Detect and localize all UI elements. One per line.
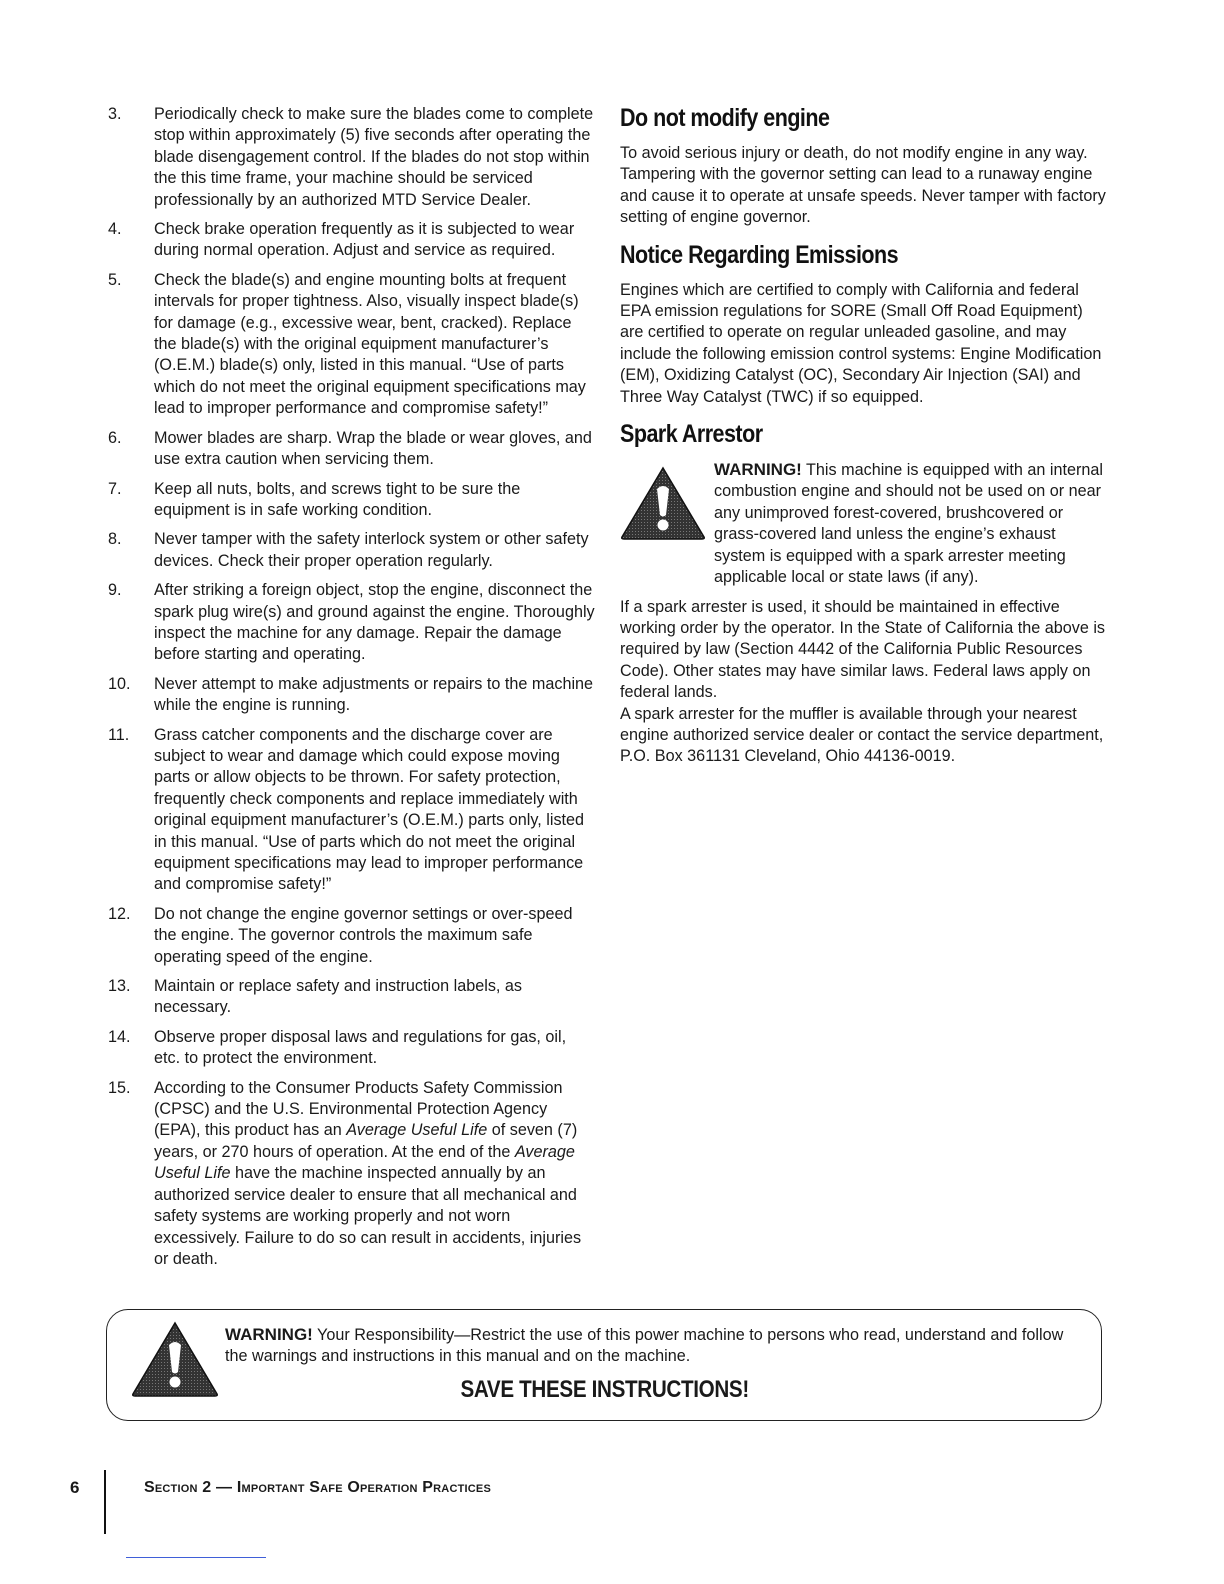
list-item-number: 11. [108,725,130,744]
list-item [104,904,596,968]
emissions-text: Engines which are certified to comply with California and federal EPA emission regulations for SORE (Small Off Road Equipment) are certified to operate on regular unleaded gasoline, and may include the following emission control systems: Engine Modification (EM), Oxidizing Catalyst (OC), Secondary Air Injection (SAI) and Three Way Catalyst (TWC) if so equipped. [620,280,1102,406]
item15-part1: According to the Consumer Products Safety Commission (CPSC) and the U.S. Environmental Protection Agency (EPA), this product has an [154,1078,563,1140]
list-item-number: 4. [108,220,122,239]
item15-part2: of seven (7) years, or 270 hours of operation. At the end of the [154,1121,578,1161]
safety-practices-list [104,104,596,1278]
list-item-number: 7. [108,479,122,498]
item15-part3: have the machine inspected annually by an authorized service dealer to ensure that all mechanical and safety systems are working properly and not worn excessively. Failure to do so can result in accidents, injuries or death. [154,1164,582,1268]
spark-arrester-paragraph-2: A spark arrester for the muffler is available through your nearest engine authorized service dealer or contact the service department, P.O. Box 361131 Cleveland, Ohio 44136-0019. [620,704,1104,766]
list-item [104,725,596,896]
list-item [104,580,596,666]
numbered-list [104,104,596,1070]
list-item-text [154,1078,596,1271]
right-column [620,104,1108,780]
list-item-15 [104,1078,596,1271]
list-item-number: 3. [108,105,122,123]
list-item-number: 14. [108,1027,131,1046]
list-item-text: Keep all nuts, bolts, and screws tight to be sure the equipment is in safe working condition. [154,479,521,519]
heading-do-not-modify-engine: Do not modify engine [620,104,830,132]
list-item-text: Check brake operation frequently as it is subjected to wear during normal operation. Adjust and service as required. [154,220,575,260]
responsibility-warning-box [106,1309,1102,1421]
page-number: 6 [70,1478,80,1497]
list-item-text: Never attempt to make adjustments or repairs to the machine while the engine is running. [154,674,594,715]
spark-warning-label: WARNING! [714,460,802,480]
list-item-text: Check the blade(s) and engine mounting bolts at frequent intervals for proper tightness. Also, visually inspect blade(s) for damage (e.g., excessive wear, bent, cracked). Replace the blade(s) with the original equipment manufacturer’s (O.E.M.) blade(s) only, listed in this manual. “Use of parts which do not meet the original equipment specifications may lead to improper performance and compromise safety!” [154,270,586,418]
list-item-text: Mower blades are sharp. Wrap the blade or wear gloves, and use extra caution when servicing them. [154,428,592,469]
list-item [104,1027,596,1070]
list-item-text: Grass catcher components and the discharge cover are subject to wear and damage which could expose moving parts or allow objects to be thrown. For safety protection, frequently check components and replace immediately with original equipment manufacturer’s (O.E.M.) parts only, listed in this manual. “Use of parts which do not meet the original equipment specifications may lead to improper performance and compromise safety!” [154,725,585,894]
heading-emissions: Notice Regarding Emissions [620,240,899,269]
list-item-number: 13. [108,977,131,996]
footer-section-title: Section 2 — Important Safe Operation Practices [144,1479,491,1496]
list-item-number: 6. [108,428,122,447]
item15-italic1: Average Useful Life [346,1121,488,1140]
list-item [104,219,596,262]
responsibility-warning-body: Your Responsibility—Restrict the use of this power machine to persons who read, understand and follow the warnings and instructions in this manual and on the machine. [225,1326,1064,1366]
save-instructions-text: SAVE THESE INSTRUCTIONS! [460,1376,750,1403]
list-item [104,428,596,471]
heading-spark-arrestor: Spark Arrestor [620,420,763,449]
list-item [104,674,596,717]
spark-arrester-paragraph-1: If a spark arrester is used, it should be maintained in effective working order by the operator. In the State of California the above is required by law (Section 4442 of the California Public Resources Code). Other states may have similar laws. Federal laws apply on federal lands. [620,597,1106,702]
spark-warning [620,459,1108,588]
list-item-number: 8. [108,530,122,549]
save-instructions-banner [107,1376,1103,1404]
list-item-text: Never tamper with the safety interlock system or other safety devices. Check their proper operation regularly. [154,530,589,570]
modify-engine-text: To avoid serious injury or death, do not modify engine in any way. Tampering with the governor setting can lead to a runaway engine and cause it to operate at unsafe speeds. Never tamper with factory setting of engine governor. [620,144,1106,227]
footer-divider [104,1470,106,1534]
footer-blue-rule [126,1557,266,1558]
list-item-number: 15. [108,1078,131,1097]
list-item-text: Maintain or replace safety and instruction labels, as necessary. [154,977,523,1017]
list-item [104,104,596,211]
list-item [104,976,596,1019]
list-item-text: Do not change the engine governor settings or over-speed the engine. The governor controls the maximum safe operating speed of the engine. [154,904,573,966]
warning-triangle-icon [620,459,714,588]
list-item-number: 5. [108,270,122,289]
responsibility-warning-text [225,1324,1075,1368]
list-item [104,479,596,522]
spark-warning-body: This machine is equipped with an internal combustion engine and should not be used on or near any unimproved forest-covered, brushcovered or grass-covered land unless the engine’s exhaust system is equipped with a spark arrester meeting applicable local or state laws (if any). [714,461,1103,587]
list-item-number: 10. [108,674,131,693]
list-item [104,270,596,420]
list-item-text: Periodically check to make sure the blades come to complete stop within approximately (5) five seconds after operating the blade disengagement control. If the blades do not stop within the this time frame, your machine should be serviced professionally by an authorized MTD Service Dealer. [154,105,594,209]
list-item-number: 12. [108,904,131,923]
list-item-text: Observe proper disposal laws and regulations for gas, oil, etc. to protect the environment. [154,1027,567,1068]
spark-warning-text [714,459,1108,588]
responsibility-warning-label: WARNING! [225,1325,313,1344]
list-item [104,529,596,572]
item15-italic2: Average Useful Life [154,1142,575,1183]
list-item-text: After striking a foreign object, stop the engine, disconnect the spark plug wire(s) and ground against the engine. Thoroughly inspect the machine for any damage. Repair the damage before starting and operating. [154,581,595,664]
list-item-number: 9. [108,581,122,600]
